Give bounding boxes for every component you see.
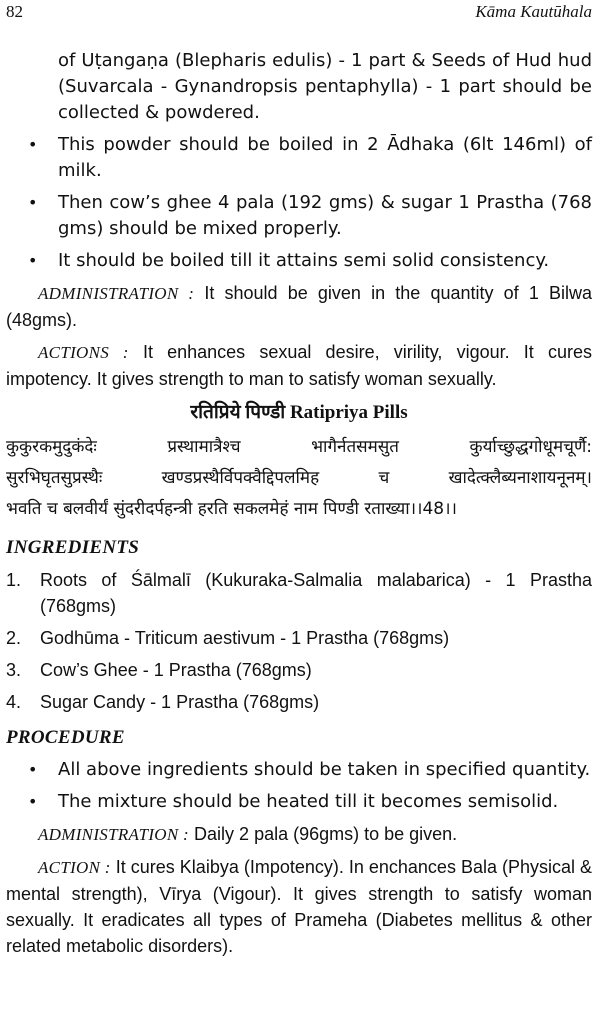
step-text: The mixture should be heated till it becomes semisolid. bbox=[58, 791, 559, 812]
ingredient-text: Cow’s Ghee - 1 Prastha (768gms) bbox=[40, 660, 312, 680]
bullet-icon: • bbox=[28, 792, 38, 811]
list-number: 4. bbox=[6, 692, 22, 712]
administration-text: Daily 2 pala (96gms) to be given. bbox=[194, 824, 458, 844]
administration-text: It should be given in the quantity of 1 Bilwa (48gms). bbox=[6, 283, 592, 330]
ingredients-list bbox=[6, 567, 592, 715]
list-item bbox=[6, 567, 592, 619]
actions-label: ACTIONS : bbox=[38, 343, 129, 362]
list-item bbox=[6, 132, 592, 184]
list-item bbox=[6, 789, 592, 815]
page-header bbox=[6, 2, 592, 24]
bullet-icon: • bbox=[28, 193, 38, 212]
action-paragraph bbox=[6, 854, 592, 959]
procedure-steps bbox=[6, 757, 592, 815]
administration-paragraph bbox=[6, 280, 592, 333]
list-number: 3. bbox=[6, 660, 22, 680]
preparation-steps bbox=[6, 132, 592, 274]
list-item bbox=[6, 248, 592, 274]
section-title: रतिप्रिये पिण्डी Ratipriya Pills bbox=[190, 402, 408, 423]
step-text: It should be boiled till it attains semi solid consistency. bbox=[58, 250, 550, 271]
list-item bbox=[6, 757, 592, 783]
bullet-icon: • bbox=[28, 760, 38, 779]
administration-label: ADMINISTRATION : bbox=[38, 284, 195, 303]
verse-line: सुरभिघृतसुप्रस्थैः खण्डप्रस्थैर्विपक्वैद्दिपलमिह च खादेत्क्लैब्यनाशायनूनम्। bbox=[6, 468, 592, 488]
ingredients-heading: INGREDIENTS bbox=[6, 537, 140, 558]
administration-label: ADMINISTRATION : bbox=[38, 825, 190, 844]
actions-text: It enhances sexual desire, virility, vigour. It cures impotency. It gives strength to man to satisfy woman sexually. bbox=[6, 342, 592, 389]
page-content bbox=[6, 48, 592, 959]
bullet-icon: • bbox=[28, 251, 38, 270]
list-item bbox=[6, 689, 592, 715]
ingredient-text: Sugar Candy - 1 Prastha (768gms) bbox=[40, 692, 320, 712]
page-number: 82 bbox=[6, 2, 23, 21]
actions-paragraph bbox=[6, 339, 592, 392]
bullet-icon: • bbox=[28, 135, 38, 154]
list-item bbox=[6, 657, 592, 683]
step-text: All above ingredients should be taken in specified quantity. bbox=[58, 759, 591, 780]
procedure-heading: PROCEDURE bbox=[6, 727, 125, 748]
list-number: 1. bbox=[6, 570, 22, 590]
list-item bbox=[6, 190, 592, 242]
sanskrit-verse bbox=[6, 432, 592, 525]
action-label: ACTION : bbox=[38, 858, 111, 877]
administration-paragraph bbox=[6, 821, 592, 848]
step-text: Then cow’s ghee 4 pala (192 gms) & sugar 1 Prastha (768 gms) should be mixed properly. bbox=[58, 192, 592, 239]
intro-continuation: of Uṭangaṇa (Blepharis edulis) - 1 part & Seeds of Hud hud (Suvarcala - Gynandropsis pentaphylla) - 1 part should be collected & powdered. bbox=[58, 50, 592, 123]
step-text: This powder should be boiled in 2 Ādhaka (6lt 146ml) of milk. bbox=[58, 134, 592, 181]
list-item bbox=[6, 625, 592, 651]
ingredient-text: Roots of Śālmalī (Kukuraka-Salmalia malabarica) - 1 Prastha (768gms) bbox=[40, 570, 592, 616]
list-number: 2. bbox=[6, 628, 22, 648]
verse-line: भवति च बलवीर्यं सुंदरीदर्पहन्त्री हरति सकलमेहं नाम पिण्डी रताख्या।।48।। bbox=[6, 499, 457, 519]
verse-line: कुकुरकमुदुकंदेः प्रस्थामात्रैश्च भागैर्नतसमसुत कुर्याच्छुद्धगोधूमचूर्णै: bbox=[6, 437, 592, 457]
running-title: Kāma Kautūhala bbox=[475, 2, 592, 21]
ingredient-text: Godhūma - Triticum aestivum - 1 Prastha (768gms) bbox=[40, 628, 450, 648]
action-text: It cures Klaibya (Impotency). In enchances Bala (Physical & mental strength), Vīrya (Vigour). It gives strength to satisfy woman sexually. It eradicates all types of Prameha (Diabetes mellitus & other related metabolic disorders). bbox=[6, 857, 592, 956]
